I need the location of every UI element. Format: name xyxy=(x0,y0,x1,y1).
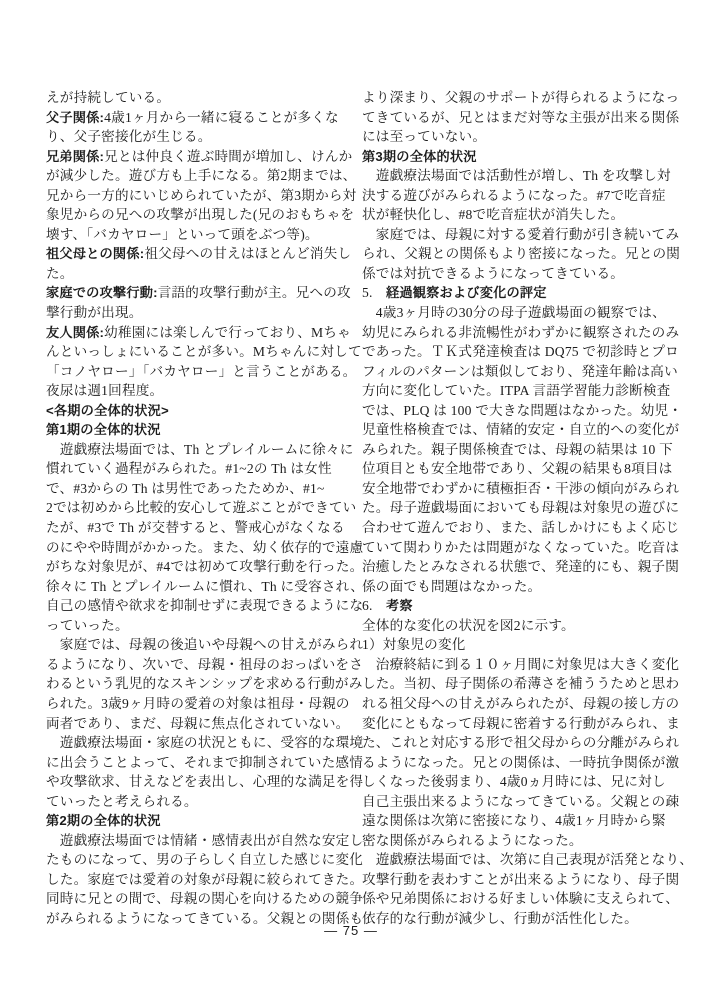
heading-text: 第2期の全体的状況 xyxy=(46,813,161,829)
text-line xyxy=(46,714,352,734)
body-text: えが持続している。 xyxy=(46,90,171,105)
body-text: や攻撃欲求、甘えなどを表出し、心理的な満足を得 xyxy=(46,774,364,790)
text-line xyxy=(362,342,679,362)
body-text: たが、#3で Th が交替すると、警戒心がなくなる xyxy=(46,520,345,536)
heading-text: 第3期の全体的状況 xyxy=(362,148,477,164)
heading-text: 父子関係: xyxy=(46,109,105,125)
text-line xyxy=(362,635,668,655)
body-text: 兄から一方的にいじめられていたが、第3期から対 xyxy=(46,187,357,203)
body-text: 幼児にみられる非流暢性がわずかに観察されたのみ xyxy=(362,324,680,340)
body-text: のにやや時間がかかった。また、幼く依存的で遠慮 xyxy=(46,539,364,555)
body-text: した。当初、母子関係の希薄さを補ううためと思わ xyxy=(362,676,680,692)
text-line xyxy=(46,850,363,870)
text-line xyxy=(362,440,673,460)
body-text: り、父子密接化が生じる。 xyxy=(46,129,212,145)
body-text: 決する遊びがみられるようになった。#7で吃音症 xyxy=(362,187,666,203)
body-text: 徐々に Th とプレイルームに慣れ、Th に受容され、 xyxy=(46,578,365,594)
text-line xyxy=(46,186,357,206)
text-line xyxy=(362,850,694,870)
text-line xyxy=(362,577,668,597)
heading-text: 考察 xyxy=(372,598,413,614)
body-text: が減少した。遊び方も上手になる。第2期までは、 xyxy=(46,168,357,184)
body-text: 4歳1ヶ月から一緒に寝ることが多くな xyxy=(104,109,339,125)
text-line xyxy=(362,420,680,440)
body-text: 同時に兄との間で、母親の関心を向けるための競争 xyxy=(46,891,363,907)
body-text: 言語的攻撃行動が主。兄への攻 xyxy=(157,285,351,301)
body-text: 遊戯療法場面では、次第に自己表現が活発となり、 xyxy=(362,852,694,868)
body-text: で、#3からの Th は男性であったためか、#1~ xyxy=(46,480,325,496)
body-text: 壊す、「バカヤロー」といって頭をぶつ等)。 xyxy=(46,226,319,242)
text-line xyxy=(362,655,680,675)
text-line xyxy=(362,889,679,909)
body-text: 変化にともなって母親に密着する行動がみられ、ま xyxy=(362,715,681,731)
text-line xyxy=(46,440,352,460)
text-line xyxy=(362,694,680,714)
body-text: られた。3歳9ヶ月時の愛着の対象は祖母・母親の xyxy=(46,695,350,711)
text-line xyxy=(362,557,679,577)
body-text: っていった。 xyxy=(46,617,129,633)
text-line xyxy=(46,342,362,362)
text-line xyxy=(46,772,364,792)
text-line xyxy=(362,811,668,831)
text-line xyxy=(362,166,671,186)
text-line xyxy=(46,596,364,616)
body-text: んといっしょにいることが多い。Mちゃんに対して xyxy=(46,344,362,360)
text-line xyxy=(46,870,364,890)
heading-text: 経過観察および変化の評定 xyxy=(372,285,547,301)
body-text: 遊戯療法場面では、Th とプレイルームに徐々に xyxy=(46,441,354,457)
text-line xyxy=(46,108,352,128)
text-line xyxy=(46,498,357,518)
text-line xyxy=(362,831,668,851)
text-line xyxy=(362,303,668,323)
text-line xyxy=(46,655,363,675)
text-line xyxy=(362,498,680,518)
body-text: 遊戯療法場面・家庭の状況ともに、受容的な環境 xyxy=(46,735,364,751)
body-text: より深まり、父親のサポートが得られるようになっ xyxy=(362,90,680,105)
body-text: 幼稚園には楽しんで行っており、Mちゃ xyxy=(104,324,351,340)
body-text: フィルのパターンは類似しており、発達年齢は高い xyxy=(362,363,678,379)
body-text: 自己の感情や欲求を抑制せずに表現できるようにな xyxy=(46,598,364,614)
text-line xyxy=(46,127,352,147)
text-line xyxy=(362,733,680,753)
text-line xyxy=(46,733,364,753)
heading-text: 兄弟関係: xyxy=(46,148,105,164)
body-text: 安全地帯でわずかに積極拒否・干渉の傾向がみられ xyxy=(362,480,680,496)
body-text: 両者であり、まだ、母親に焦点化されていない。 xyxy=(46,715,350,731)
body-text: 係では対抗できるようになってきている。 xyxy=(362,265,625,281)
body-text: であった。ＴＫ式発達検査は DQ75 で初診時とプロ xyxy=(362,344,679,360)
heading-text: <各期の全体的状況> xyxy=(46,402,169,418)
text-line xyxy=(362,518,680,538)
body-text: たものになって、男の子らしく自立した感じに変化 xyxy=(46,852,363,868)
body-text: には至っていない。 xyxy=(362,129,487,145)
body-text: 慣れていく過程がみられた。#1~2の Th は女性 xyxy=(46,461,332,477)
text-line xyxy=(362,596,668,616)
text-line xyxy=(362,127,668,147)
text-line xyxy=(362,283,668,303)
text-line xyxy=(46,205,355,225)
body-text: がちな対象児が、#4では初めて攻撃行動を行った。 xyxy=(46,559,364,575)
text-line xyxy=(362,147,668,167)
body-text: るようになった。兄との関係は、一時抗争関係が激 xyxy=(362,754,680,770)
heading-text: 友人関係: xyxy=(46,324,105,340)
body-text: た、これと対応する形で祖父母からの分離がみられ xyxy=(362,735,680,751)
text-line xyxy=(362,244,681,264)
text-line xyxy=(362,381,671,401)
text-line xyxy=(46,674,363,694)
body-text: た。母子遊戯場面においても母親は対象児の遊びに xyxy=(362,500,680,516)
body-text: 家庭では、母親に対する愛着行動が引き続いてみ xyxy=(362,226,680,242)
body-text: 兄とは仲良く遊ぶ時間が増加し、けんか xyxy=(104,148,353,164)
text-line xyxy=(362,108,680,128)
text-line xyxy=(46,420,352,440)
body-text: 1）対象児の変化 xyxy=(362,637,466,653)
body-text: 児童性格検査では、情緒的安定・自立的への変化が xyxy=(362,422,680,438)
text-line xyxy=(46,323,352,343)
body-text: 全体的な変化の状況を図2に示す。 xyxy=(362,617,575,633)
body-text: 方向に変化していた。ITPA 言語学習能力診断検査 xyxy=(362,383,671,399)
text-line xyxy=(46,283,352,303)
body-text: 祖父母への甘えはほとんど消失し xyxy=(144,246,352,262)
text-line xyxy=(362,674,680,694)
body-text: 撃行動が出現。 xyxy=(46,305,143,321)
text-line xyxy=(362,753,680,773)
text-line xyxy=(362,870,680,890)
text-line xyxy=(362,616,668,636)
body-text: 係や兄弟関係における好ましい体験に支えられて、 xyxy=(362,891,679,907)
text-line xyxy=(362,401,683,421)
text-line xyxy=(362,362,678,382)
body-text: 4歳3ヶ月時の30分の母子遊戯場面の観察では、 xyxy=(362,305,666,321)
body-text: 位項目とも安全地帯であり、父親の結果も8項目は xyxy=(362,461,673,477)
body-text: ていて関わりかたは問題がなくなっていた。吃音は xyxy=(362,539,680,555)
text-line xyxy=(46,479,352,499)
text-column-left xyxy=(46,88,365,929)
text-line xyxy=(46,557,364,577)
heading-text: 第1期の全体的状況 xyxy=(46,422,161,438)
body-text: るようになり、次いで、母親・祖母のおっぱいをさ xyxy=(46,656,363,672)
text-line xyxy=(46,538,364,558)
text-line xyxy=(362,186,668,206)
text-line xyxy=(362,459,673,479)
body-text: 家庭では、母親の後追いや母親への甘えがみられ xyxy=(46,637,364,653)
body-text: 5. xyxy=(362,285,373,301)
text-line xyxy=(46,244,352,264)
text-line xyxy=(46,889,363,909)
text-column-right xyxy=(362,88,694,929)
body-text: 自己主張出来るようになってきている。父親との疎 xyxy=(362,793,680,809)
text-line xyxy=(46,264,352,284)
text-line xyxy=(46,401,352,421)
body-text: 6. xyxy=(362,598,373,614)
text-line xyxy=(46,518,352,538)
text-line xyxy=(46,88,352,108)
text-line xyxy=(362,88,680,108)
text-line xyxy=(46,694,352,714)
text-line xyxy=(46,831,364,851)
body-text: に出会うことよって、それまで抑制されていた感情 xyxy=(46,754,363,770)
body-text: 係の面でも問題はなかった。 xyxy=(362,578,542,594)
text-line xyxy=(46,792,352,812)
text-line xyxy=(362,792,680,812)
text-line xyxy=(362,479,680,499)
text-line xyxy=(46,147,352,167)
body-text: 遊戯療法場面では活動性が増し、Th を攻撃し対 xyxy=(362,168,671,184)
text-line xyxy=(46,616,352,636)
text-line xyxy=(362,323,680,343)
body-text: わるという乳児的なスキンシップを求める行動がみ xyxy=(46,676,363,692)
text-line xyxy=(46,811,352,831)
body-text: 遠な関係は次第に密接になり、4歳1ヶ月時から緊 xyxy=(362,813,666,829)
text-line xyxy=(362,714,681,734)
body-text: 象児からの兄への攻撃が出現した(兄のおもちゃを xyxy=(46,207,355,223)
text-line xyxy=(362,538,680,558)
heading-text: 家庭での攻撃行動: xyxy=(46,285,158,301)
body-text: 依存的な行動が減少し、行動が活性化した。 xyxy=(362,910,638,926)
text-line xyxy=(362,205,668,225)
text-line xyxy=(46,166,357,186)
body-text: た。 xyxy=(46,265,74,281)
body-text: 夜尿は週1回程度。 xyxy=(46,383,164,399)
body-text: みられた。親子関係検査では、母親の結果は 10 下 xyxy=(362,441,673,457)
text-line xyxy=(46,753,363,773)
text-line xyxy=(362,772,668,792)
page-number: — 75 — xyxy=(324,923,378,938)
text-line xyxy=(46,362,357,382)
text-line xyxy=(362,225,680,245)
body-text: 2では初めから比較的安心して遊ぶことができてい xyxy=(46,500,357,516)
text-line xyxy=(46,577,365,597)
text-line xyxy=(46,381,352,401)
text-line xyxy=(46,303,352,323)
body-text: がみられるようになってきている。父親との関係も xyxy=(46,910,364,926)
body-text: 合わせて遊んでおり、また、話しかけにもよく応じ xyxy=(362,520,680,536)
body-text: 密な関係がみられるようになった。 xyxy=(362,832,583,848)
text-line xyxy=(362,264,668,284)
body-text: 治療終結に到る１０ヶ月間に対象児は大きく変化 xyxy=(362,656,680,672)
body-text: 治癒したとみなされる状態で、発達的にも、親子関 xyxy=(362,559,679,575)
body-text: 攻撃行動を表わすことが出来るようになり、母子関 xyxy=(362,871,680,887)
body-text: ていったと考えられる。 xyxy=(46,793,198,809)
body-text: 「コノヤロー」「バカヤロー」と言うことがある。 xyxy=(46,363,357,379)
body-text: 状が軽快化し、#8で吃音症状が消失した。 xyxy=(362,207,625,223)
body-text: られ、父親との関係もより密接になった。兄との関 xyxy=(362,246,681,262)
body-text: しくなった後弱まり、4歳0ヵ月時には、兄に対し xyxy=(362,774,666,790)
body-text: れる祖父母への甘えがみられたが、母親の接し方の xyxy=(362,695,680,711)
body-text: てきているが、兄とはまだ対等な主張が出来る関係 xyxy=(362,109,680,125)
text-line xyxy=(46,635,364,655)
heading-text: 祖父母との関係: xyxy=(46,246,145,262)
body-text: では、PLQ は 100 で大きな問題はなかった。幼児・ xyxy=(362,402,683,418)
text-line xyxy=(46,459,352,479)
text-line xyxy=(46,225,352,245)
body-text: した。家庭では愛着の対象が母親に絞られてきた。 xyxy=(46,871,364,887)
body-text: 遊戯療法場面では情緒・感情表出が自然な安定し xyxy=(46,832,364,848)
